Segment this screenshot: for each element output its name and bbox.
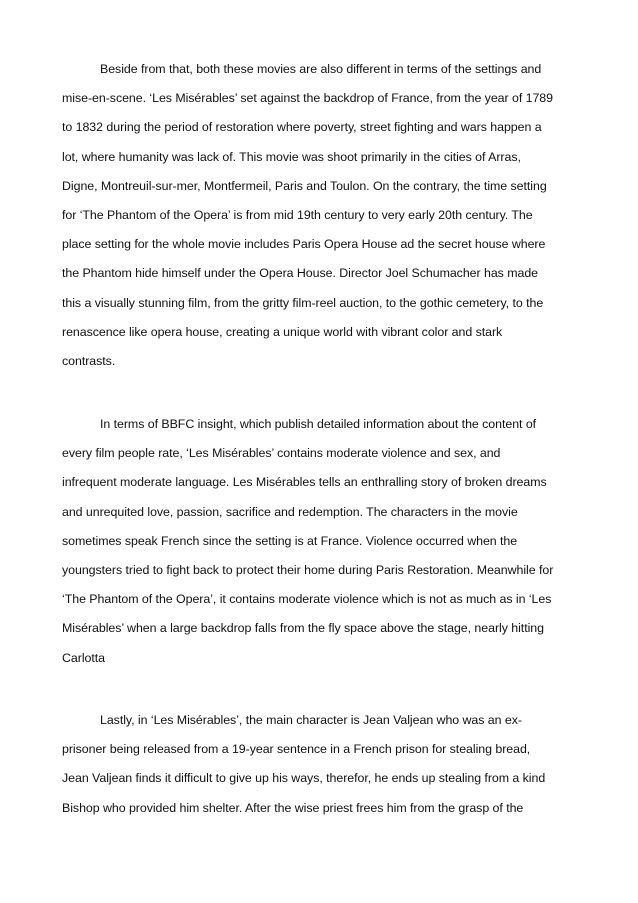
paragraph-line: this a visually stunning film, from the gritty film-reel auction, to the gothic cemetery, to the (62, 295, 544, 310)
paragraph-settings (62, 55, 582, 376)
paragraph-line: mise-en-scene. ‘Les Misérables’ set against the backdrop of France, from the year of 1789 (62, 91, 553, 106)
paragraph-line: the Phantom hide himself under the Opera House. Director Joel Schumacher has made (62, 266, 538, 281)
paragraph-line: renascence like opera house, creating a unique world with vibrant color and stark (62, 324, 503, 339)
paragraph-line: Digne, Montreuil-sur-mer, Montfermeil, Paris and Toulon. On the contrary, the time setting (62, 178, 547, 193)
paragraph-line: for ‘The Phantom of the Opera’ is from mid 19th century to very early 20th century. The (62, 207, 533, 222)
paragraph-line: Carlotta (62, 650, 105, 665)
paragraph-main-character (62, 706, 582, 823)
paragraph-line: place setting for the whole movie includes Paris Opera House ad the secret house where (62, 237, 546, 252)
paragraph-line: Misérables’ when a large backdrop falls from the fly space above the stage, nearly hitting (62, 621, 544, 636)
paragraph-bbfc-insight (62, 410, 582, 673)
paragraph-line: Bishop who provided him shelter. After the wise priest frees him from the grasp of the (62, 800, 524, 815)
paragraph-line: Beside from that, both these movies are also different in terms of the settings and (100, 62, 542, 76)
paragraph-line: Lastly, in ‘Les Misérables’, the main character is Jean Valjean who was an ex- (100, 713, 522, 727)
paragraph-line: and unrequited love, passion, sacrifice and redemption. The characters in the movie (62, 504, 518, 519)
paragraph-line: prisoner being released from a 19-year sentence in a French prison for stealing bread, (62, 742, 531, 757)
paragraph-line: ‘The Phantom of the Opera’, it contains moderate violence which is not as much as in ‘Les (62, 592, 552, 607)
paragraph-line: lot, where humanity was lack of. This movie was shoot primarily in the cities of Arras, (62, 149, 521, 164)
paragraph-line: every film people rate, ‘Les Misérables’ contains moderate violence and sex, and (62, 446, 501, 461)
paragraph-line: In terms of BBFC insight, which publish detailed information about the content of (100, 417, 537, 431)
paragraph-line: infrequent moderate language. Les Misérables tells an enthralling story of broken dreams (62, 475, 547, 490)
paragraph-line: Jean Valjean finds it difficult to give up his ways, therefor, he ends up stealing from a kind (62, 771, 546, 786)
paragraph-line: youngsters tried to fight back to protect their home during Paris Restoration. Meanwhile for (62, 562, 554, 577)
paragraph-line: to 1832 during the period of restoration where poverty, street fighting and wars happen a (62, 120, 542, 135)
paragraph-line: contrasts. (62, 353, 116, 368)
paragraph-line: sometimes speak French since the setting is at France. Violence occurred when the (62, 533, 518, 548)
